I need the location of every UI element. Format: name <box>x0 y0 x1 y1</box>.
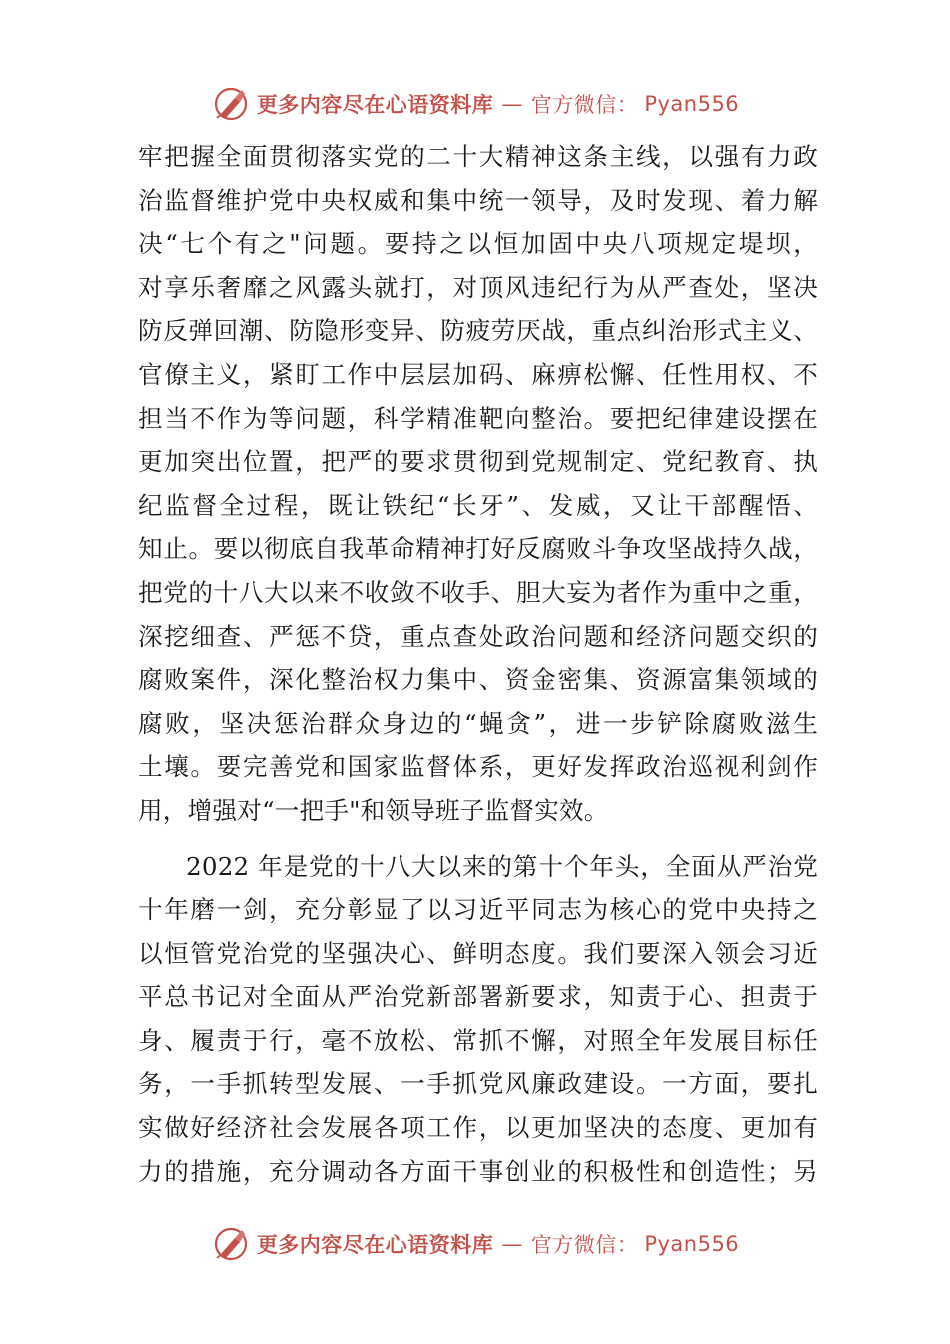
text-line: 腐败案件，深化整治权力集中、资金密集、资源富集领域的 <box>138 665 818 695</box>
text-line: 力的措施，充分调动各方面干事创业的积极性和创造性；另 <box>138 1156 818 1186</box>
paragraph-1 <box>138 135 818 833</box>
text-line: 把党的十八大以来不收敛不收手、胆大妄为者作为重中之重， <box>138 577 818 607</box>
paragraph-2 <box>138 845 818 1194</box>
text-line: 以恒管党治党的坚强决心、鲜明态度。我们要深入领会习近 <box>138 938 818 968</box>
text-line: 治监督维护党中央权威和集中统一领导，及时发现、着力解 <box>138 185 818 215</box>
pen-logo-icon <box>211 84 251 124</box>
watermark-wechat-label: 官方微信： <box>530 93 639 117</box>
text-line: 2022 年是党的十八大以来的第十个年头，全面从严治党 <box>186 851 818 881</box>
watermark-brand: 更多内容尽在心语资料库 <box>256 1233 494 1257</box>
text-line: 担当不作为等问题，科学精准靶向整治。要把纪律建设摆在 <box>138 403 818 433</box>
text-line: 决“七个有之"问题。要持之以恒加固中央八项规定堤坝， <box>138 229 818 259</box>
text-line: 纪监督全过程，既让铁纪“长牙”、发威，又让干部醒悟、 <box>138 490 818 520</box>
paragraph-spacer <box>138 833 818 845</box>
pen-logo-icon <box>211 1224 251 1264</box>
text-line: 对享乐奢靡之风露头就打，对顶风违纪行为从严查处，坚决 <box>138 272 818 302</box>
watermark-separator: — <box>501 1232 523 1256</box>
text-line: 腐败，坚决惩治群众身边的“蝇贪”，进一步铲除腐败滋生 <box>138 708 818 738</box>
text-line: 防反弹回潮、防隐形变异、防疲劳厌战，重点纠治形式主义、 <box>138 316 818 346</box>
document-body <box>138 135 818 1193</box>
text-line: 更加突出位置，把严的要求贯彻到党规制定、党纪教育、执 <box>138 447 818 477</box>
text-line: 土壤。要完善党和国家监督体系，更好发挥政治巡视利剑作 <box>138 752 818 782</box>
text-line: 十年磨一剑，充分彰显了以习近平同志为核心的党中央持之 <box>138 895 818 925</box>
text-line: 牢把握全面贯彻落实党的二十大精神这条主线，以强有力政 <box>138 142 818 171</box>
text-line: 平总书记对全面从严治党新部署新要求，知责于心、担责于 <box>138 982 818 1012</box>
text-line: 实做好经济社会发展各项工作，以更加坚决的态度、更加有 <box>138 1113 818 1143</box>
text-line: 用，增强对“一把手"和领导班子监督实效。 <box>138 795 609 825</box>
text-line: 官僚主义，紧盯工作中层层加码、麻痹松懈、任性用权、不 <box>138 359 818 389</box>
header-watermark <box>0 82 950 126</box>
watermark-separator: — <box>501 92 523 116</box>
watermark-brand: 更多内容尽在心语资料库 <box>256 93 494 117</box>
watermark-wechat-label: 官方微信： <box>530 1233 639 1257</box>
text-line: 知止。要以彻底自我革命精神打好反腐败斗争攻坚战持久战， <box>138 534 818 564</box>
text-line: 务，一手抓转型发展、一手抓党风廉政建设。一方面，要扎 <box>138 1069 818 1099</box>
text-line: 深挖细查、严惩不贷，重点查处政治问题和经济问题交织的 <box>138 621 818 651</box>
watermark-wechat-id: Pyan556 <box>644 92 740 116</box>
text-line: 身、履责于行，毫不放松、常抓不懈，对照全年发展目标任 <box>138 1025 818 1055</box>
footer-watermark <box>0 1222 950 1266</box>
watermark-wechat-id: Pyan556 <box>644 1232 740 1256</box>
